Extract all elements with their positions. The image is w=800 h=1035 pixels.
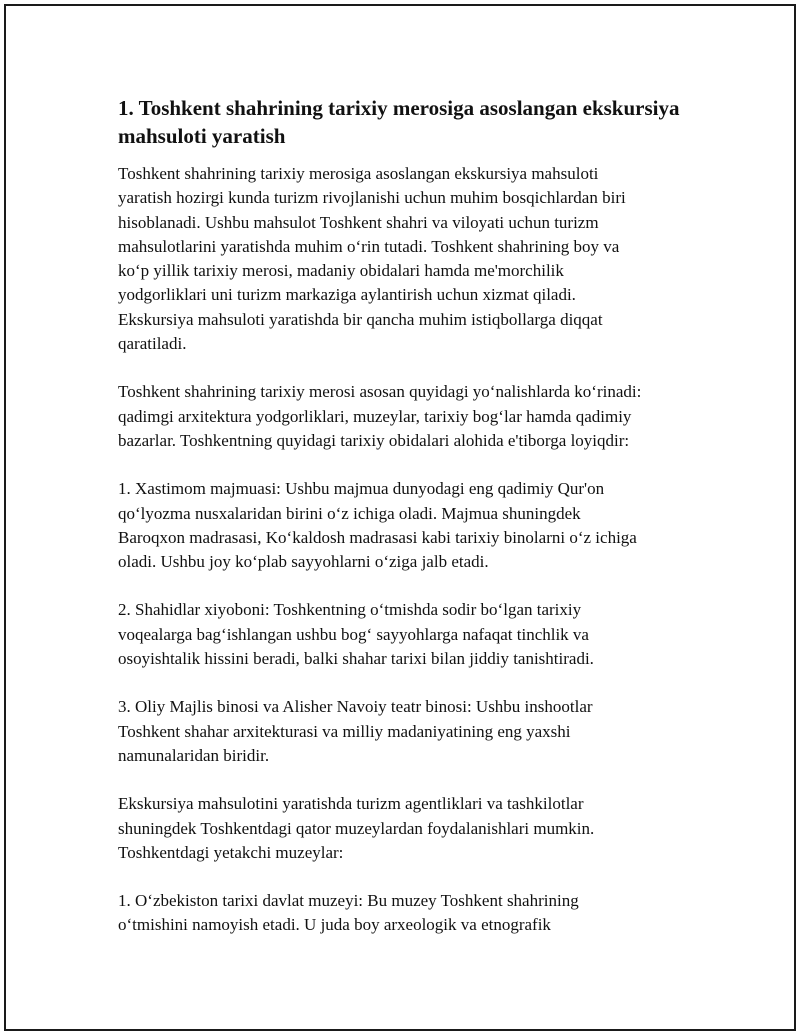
paragraph-history-museum: 1. O‘zbekiston tarixi davlat muzeyi: Bu muzey Toshkent shahrining o‘tmishini namoyish etadi. U juda boy arxeologik va etnografik xyxy=(118,891,579,935)
paragraph-shahidlar: 2. Shahidlar xiyoboni: Toshkentning o‘tmishda sodir bo‘lgan tarixiy voqealarga bag‘ishlangan ushbu bog‘ sayyohlarga nafaqat tinchlik va osoyishtalik hissini beradi, balki shahar tarixi bilan jiddiy tanishtiradi. xyxy=(118,600,594,669)
document-body xyxy=(118,94,688,962)
section-heading: 1. Toshkent shahrining tarixiy merosiga asoslangan ekskursiya mahsuloti yaratish xyxy=(118,96,680,148)
paragraph-xastimom: 1. Xastimom majmuasi: Ushbu majmua dunyodagi eng qadimiy Qur'on qo‘lyozma nusxalaridan birini o‘z ichiga oladi. Majmua shuningdek Baroqxon madrasasi, Ko‘kaldosh madrasasi kabi tarixiy binolarni o‘z ichiga oladi. Ushbu joy ko‘plab sayyohlarni o‘ziga jalb etadi. xyxy=(118,479,637,572)
paragraph-intro: Toshkent shahrining tarixiy merosiga asoslangan ekskursiya mahsuloti yaratish hozirgi kunda turizm rivojlanishi uchun muhim bosqichlardan biri hisoblanadi. Ushbu mahsulot Toshkent shahri va viloyati uchun turizm mahsulotlarini yaratishda muhim o‘rin tutadi. Toshkent shahrining boy va ko‘p yillik tarixiy merosi, madaniy obidalari hamda me'morchilik yodgorliklari uni turizm markaziga aylantirish uchun xizmat qiladi. Ekskursiya mahsuloti yaratishda bir qancha muhim istiqbollarga diqqat qaratiladi. xyxy=(118,164,626,354)
paragraph-museums-intro: Ekskursiya mahsulotini yaratishda turizm agentliklari va tashkilotlar shuningdek Toshkentdagi qator muzeylardan foydalanishlari mumkin. Toshkentdagi yetakchi muzeylar: xyxy=(118,794,595,862)
paragraph-heritage-directions: Toshkent shahrining tarixiy merosi asosan quyidagi yo‘nalishlarda ko‘rinadi: qadimgi arxitektura yodgorliklari, muzeylar, tarixiy bog‘lar hamda qadimiy bazarlar. Toshkentning quyidagi tarixiy obidalari alohida e'tiborga loyiqdir: xyxy=(118,382,642,450)
paragraph-oliy-majlis: 3. Oliy Majlis binosi va Alisher Navoiy teatr binosi: Ushbu inshootlar Toshkent shahar arxitekturasi va milliy madaniyatining eng yaxshi namunalaridan biridir. xyxy=(118,697,593,765)
